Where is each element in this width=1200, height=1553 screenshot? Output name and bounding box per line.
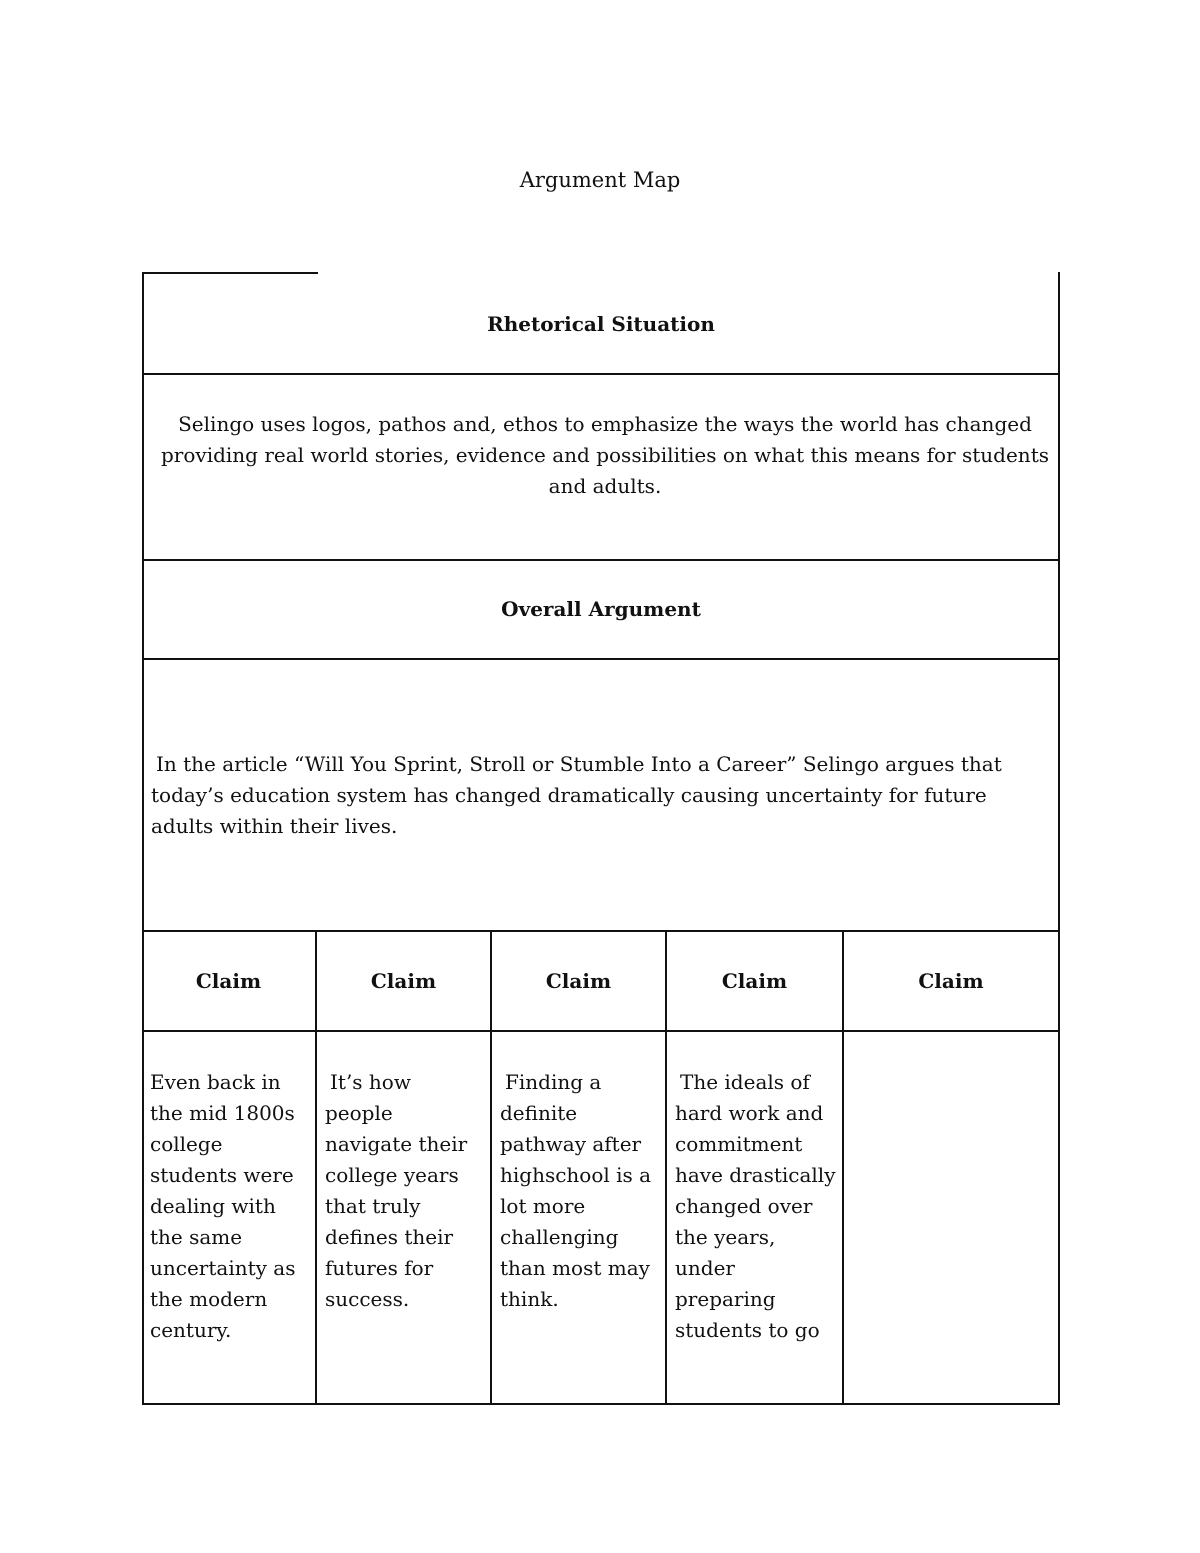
row-divider-3: [142, 658, 1060, 660]
claim-body-1: Even back in the mid 1800s college students were dealing with the same uncertainty as the modern century.: [150, 1070, 296, 1342]
claim-col-divider-3: [665, 930, 667, 1405]
page-title: Argument Map: [519, 168, 681, 192]
claim-heading-5: Claim: [918, 969, 984, 993]
overall-argument-heading: Overall Argument: [501, 597, 701, 621]
argument-map-table: [142, 272, 1060, 1405]
claim-body-4: The ideals of hard work and commitment have drastically changed over the years, under preparing students to go: [675, 1070, 836, 1342]
row-divider-4: [142, 930, 1060, 932]
claim-heading-3: Claim: [545, 969, 612, 993]
claim-col-divider-4: [842, 930, 844, 1405]
overall-argument-body: In the article “Will You Sprint, Stroll or Stumble Into a Career” Selingo argues that today’s education system has changed dramatically causing uncertainty for future adults within their lives.: [151, 752, 1002, 838]
claim-heading-2: Claim: [370, 969, 437, 993]
claim-body-3: Finding a definite pathway after highschool is a lot more challenging than most may think.: [500, 1070, 652, 1311]
claim-heading-4: Claim: [721, 969, 788, 993]
top-border-partial: [142, 272, 318, 274]
claim-heading-1: Claim: [195, 969, 262, 993]
row-divider-1: [142, 373, 1060, 375]
claim-col-divider-2: [490, 930, 492, 1405]
rhetorical-situation-body: Selingo uses logos, pathos and, ethos to emphasize the ways the world has changed providing real world stories, evidence and possibilities on what this means for students and adults.: [161, 412, 1049, 498]
row-divider-5: [142, 1030, 1060, 1032]
right-border: [1058, 272, 1060, 1405]
claim-body-2: It’s how people navigate their college years that truly defines their futures for success.: [325, 1070, 468, 1311]
bottom-border: [142, 1403, 1060, 1405]
claim-col-divider-1: [315, 930, 317, 1405]
row-divider-2: [142, 559, 1060, 561]
left-border: [142, 272, 144, 1405]
rhetorical-situation-heading: Rhetorical Situation: [487, 312, 715, 336]
